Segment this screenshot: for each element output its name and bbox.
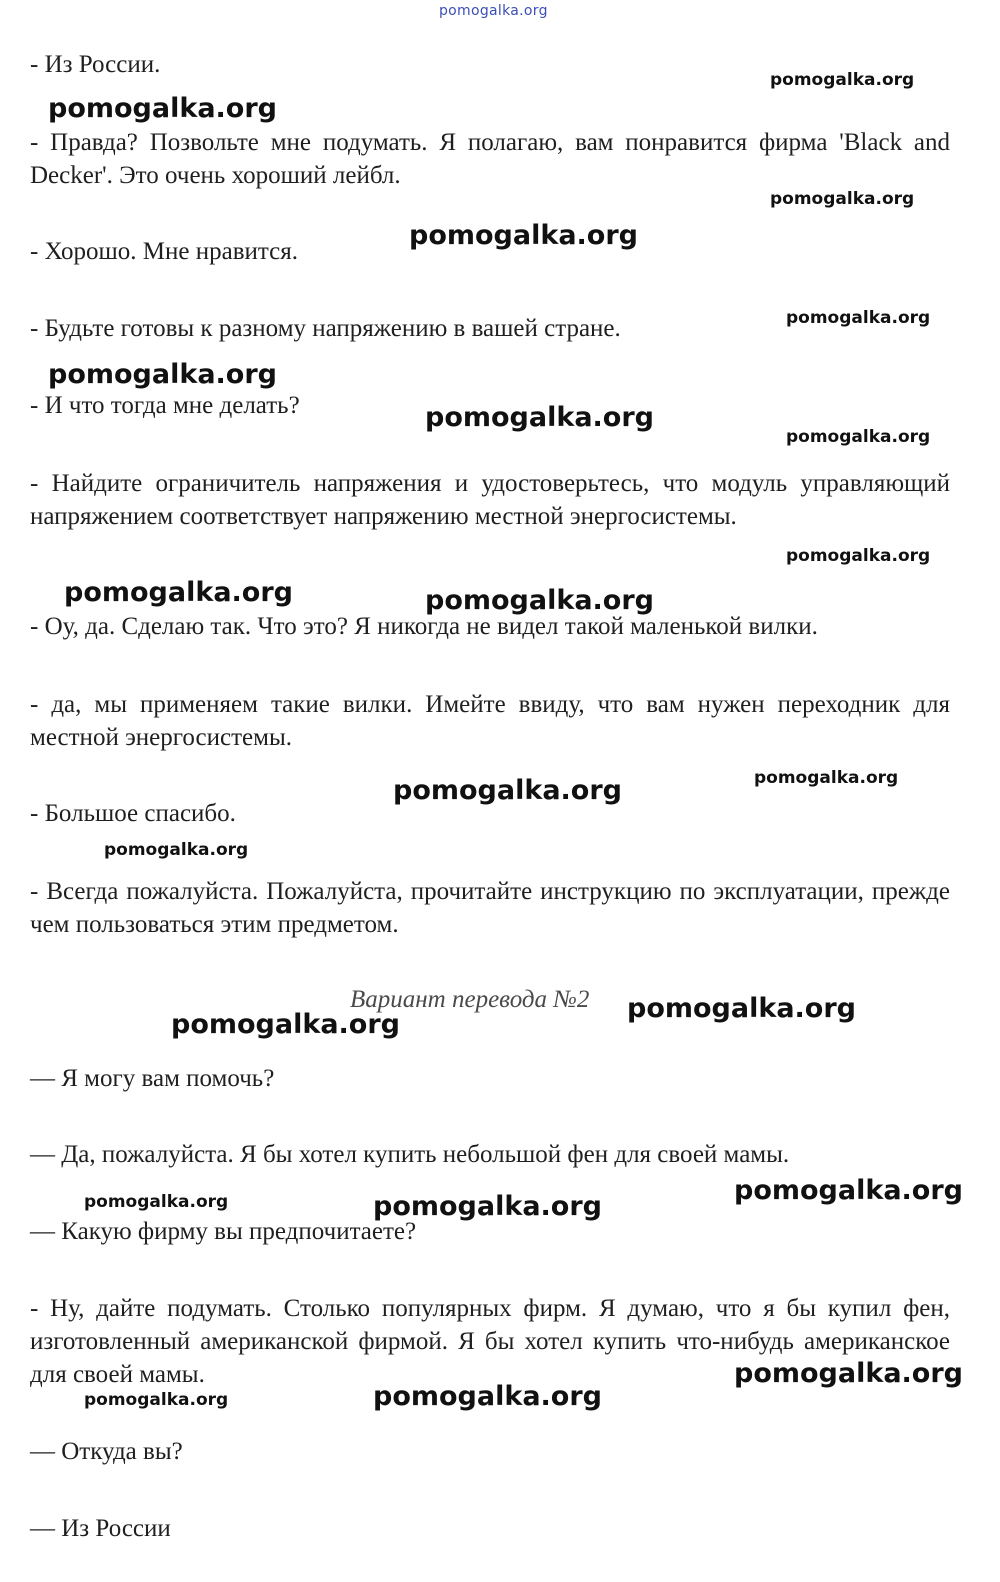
paragraph: - Оу, да. Сделаю так. Что это? Я никогда не видел такой маленькой вилки. <box>30 613 818 640</box>
paragraph: - Будьте готовы к разному напряжению в вашей стране. <box>30 315 621 342</box>
watermark: pomogalka.org <box>627 993 856 1024</box>
watermark: pomogalka.org <box>171 1009 400 1040</box>
watermark: pomogalka.org <box>770 189 915 209</box>
watermark: pomogalka.org <box>734 1358 963 1389</box>
watermark: pomogalka.org <box>64 577 293 608</box>
watermark: pomogalka.org <box>373 1191 602 1222</box>
watermark: pomogalka.org <box>425 585 654 616</box>
watermark: pomogalka.org <box>786 546 931 566</box>
watermark: pomogalka.org <box>734 1175 963 1206</box>
watermark: pomogalka.org <box>84 1390 229 1410</box>
watermark: pomogalka.org <box>770 70 915 90</box>
paragraph: - Правда? Позвольте мне подумать. Я полагаю, вам понравится фирма 'Black and Decker'. Это очень хороший лейбл. <box>30 129 950 189</box>
paragraph: — Из России <box>30 1515 171 1542</box>
watermark: pomogalka.org <box>84 1192 229 1212</box>
paragraph: — Да, пожалуйста. Я бы хотел купить небольшой фен для своей мамы. <box>30 1141 790 1168</box>
paragraph: — Откуда вы? <box>30 1438 183 1465</box>
section-heading: Вариант перевода №2 <box>350 986 590 1013</box>
paragraph: - Найдите ограничитель напряжения и удостоверьтесь, что модуль управляющий напряжением соответствует напряжению местной энергосистемы. <box>30 470 950 530</box>
watermark: pomogalka.org <box>786 308 931 328</box>
paragraph: - Хорошо. Мне нравится. <box>30 238 298 265</box>
watermark: pomogalka.org <box>786 427 931 447</box>
watermark: pomogalka.org <box>48 93 277 124</box>
paragraph: — Какую фирму вы предпочитаете? <box>30 1218 417 1245</box>
paragraph: - И что тогда мне делать? <box>30 392 300 419</box>
paragraph: - Из России. <box>30 51 161 78</box>
watermark: pomogalka.org <box>373 1381 602 1412</box>
paragraph: - да, мы применяем такие вилки. Имейте ввиду, что вам нужен переходник для местной энергосистемы. <box>30 691 950 751</box>
watermark: pomogalka.org <box>425 402 654 433</box>
watermark: pomogalka.org <box>754 768 899 788</box>
watermark: pomogalka.org <box>393 775 622 806</box>
paragraph: - Ну, дайте подумать. Столько популярных фирм. Я думаю, что я бы купил фен, изготовленный американской фирмой. Я бы хотел купить что-нибудь американское для своей мамы. <box>30 1295 950 1388</box>
paragraph: — Я могу вам помочь? <box>30 1065 275 1092</box>
header-watermark: pomogalka.org <box>439 3 548 19</box>
watermark: pomogalka.org <box>409 220 638 251</box>
paragraph: - Большое спасибо. <box>30 800 236 827</box>
paragraph: - Всегда пожалуйста. Пожалуйста, прочитайте инструкцию по эксплуатации, прежде чем пользоваться этим предметом. <box>30 878 950 938</box>
watermark: pomogalka.org <box>48 359 277 390</box>
watermark: pomogalka.org <box>104 840 249 860</box>
